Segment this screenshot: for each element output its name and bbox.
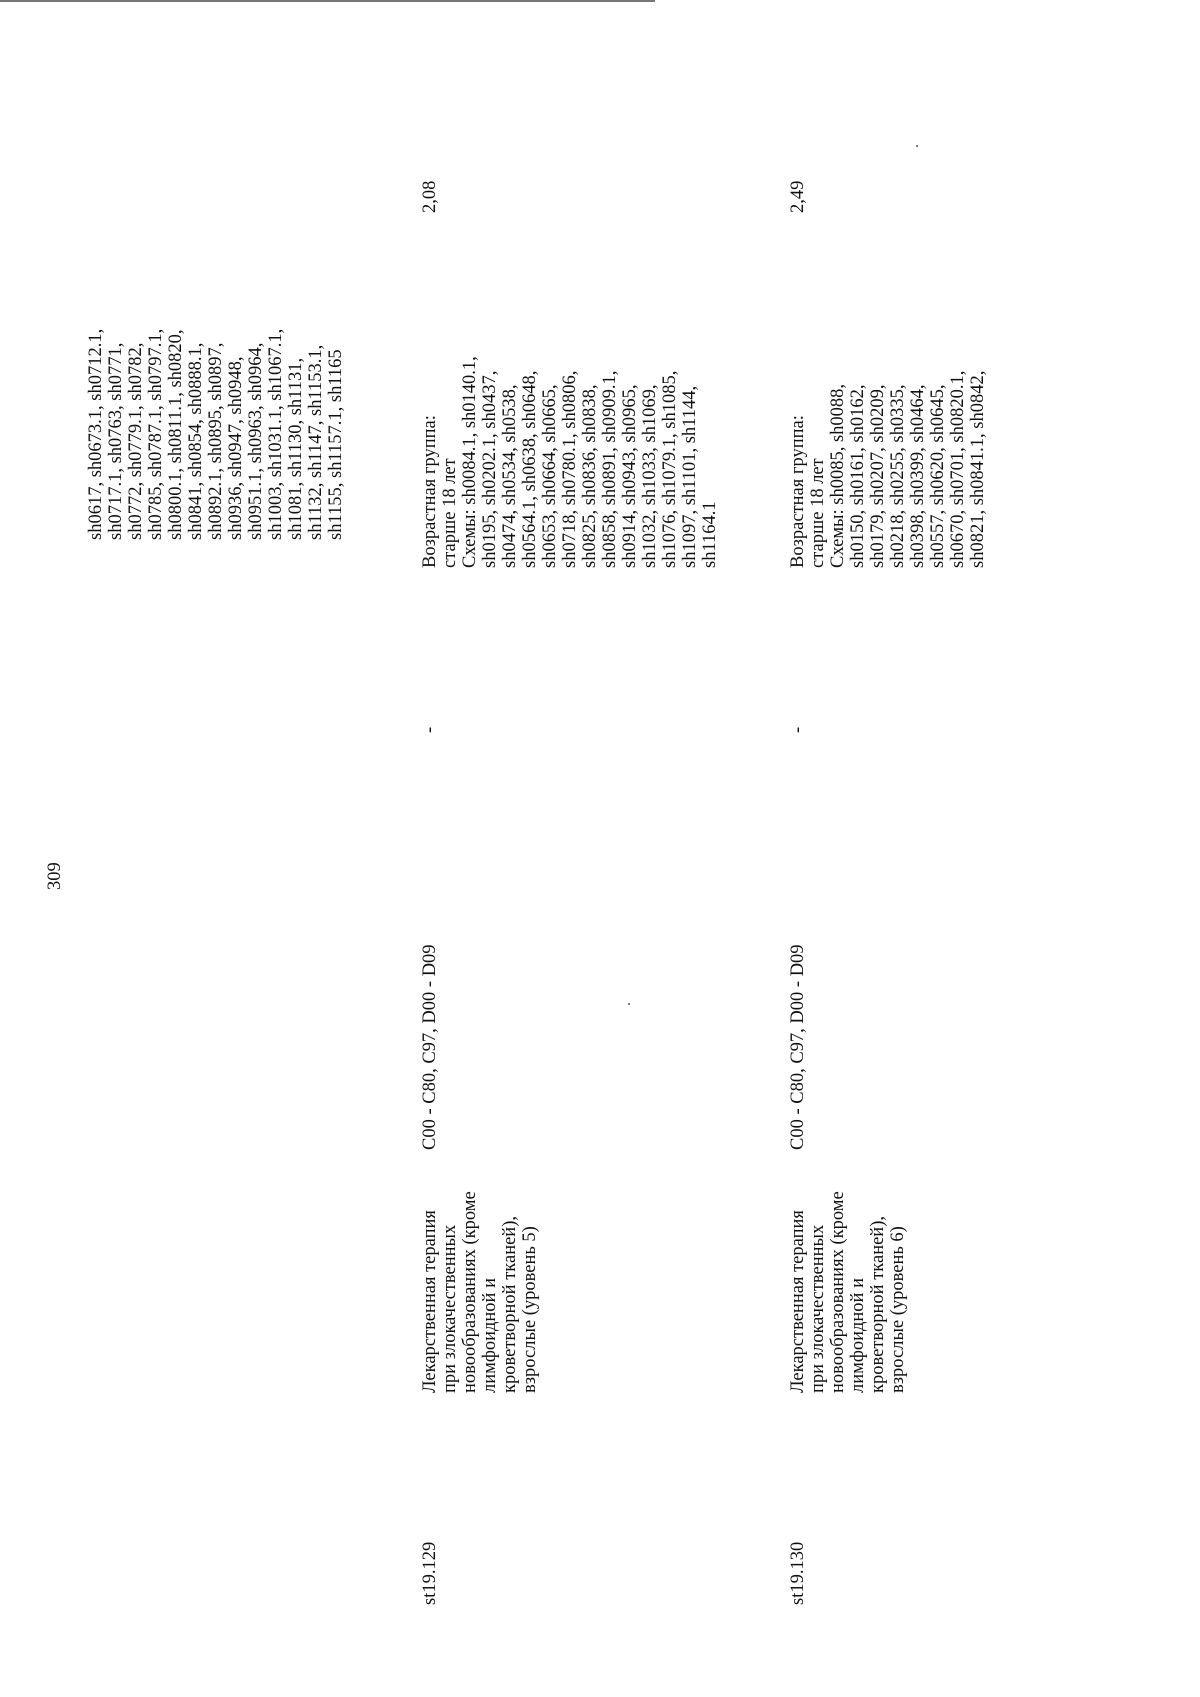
top-rule <box>0 0 655 2</box>
row-name: Лекарственная терапия при злокачественных новообразованиях (кроме лимфоидной и кроветворной тканей), взрослые (уровень 6) <box>788 1191 908 1393</box>
row-coefficient: 2,08 <box>420 180 440 213</box>
row-icd-codes: C00 - C80, C97, D00 - D09 <box>420 944 440 1150</box>
scan-speck <box>628 1003 630 1005</box>
continued-schemes-cell: sh0617, sh0673.1, sh0712.1, sh0717.1, sh0763, sh0771, sh0772, sh0779.1, sh0782, sh0785, sh0787.1, sh0797.1, sh0800.1, sh0811.1, sh0820, sh0841, sh0854, sh0888.1, sh0892.1, sh0895, sh0897, sh0936, sh0947, sh0948, sh0951.1, sh0963, sh0964, sh1003, sh1031.1, sh1067.1, sh1081, sh1130, sh1131, sh1132, sh1147, sh1153.1, sh1155, sh1157.1, sh1165 <box>86 328 346 540</box>
row-coefficient: 2,49 <box>788 180 808 213</box>
row-dash: - <box>788 726 808 733</box>
row-criteria: Возрастная группа: старше 18 лет Схемы: sh0085, sh0088, sh0150, sh0161, sh0162, sh0179, sh0207, sh0209, sh0218, sh0255, sh0335, sh0398, sh0399, sh0464, sh0557, sh0620, sh0645, sh0670, sh0701, sh0820.1, sh0821, sh0841.1, sh0842, <box>788 370 988 568</box>
row-name: Лекарственная терапия при злокачественных новообразованиях (кроме лимфоидной и кроветворной тканей), взрослые (уровень 5) <box>420 1191 540 1393</box>
row-code: st19.129 <box>420 1541 440 1605</box>
row-criteria: Возрастная группа: старше 18 лет Схемы: sh0084.1, sh0140.1, sh0195, sh0202.1, sh0437, sh0474, sh0534, sh0538, sh0564.1, sh0638, sh0648, sh0653, sh0664, sh0665, sh0718, sh0780.1, sh0806, sh0825, sh0836, sh0838, sh0858, sh0891, sh0909.1, sh0914, sh0943, sh0965, sh1032, sh1033, sh1069, sh1076, sh1079.1, sh1085, sh1097, sh1101, sh1144, sh1164.1 <box>420 356 720 568</box>
row-code: st19.130 <box>788 1541 808 1605</box>
row-icd-codes: C00 - C80, C97, D00 - D09 <box>788 944 808 1150</box>
scan-speck <box>916 145 918 147</box>
row-dash: - <box>420 726 440 733</box>
page-number: 309 <box>45 862 65 890</box>
